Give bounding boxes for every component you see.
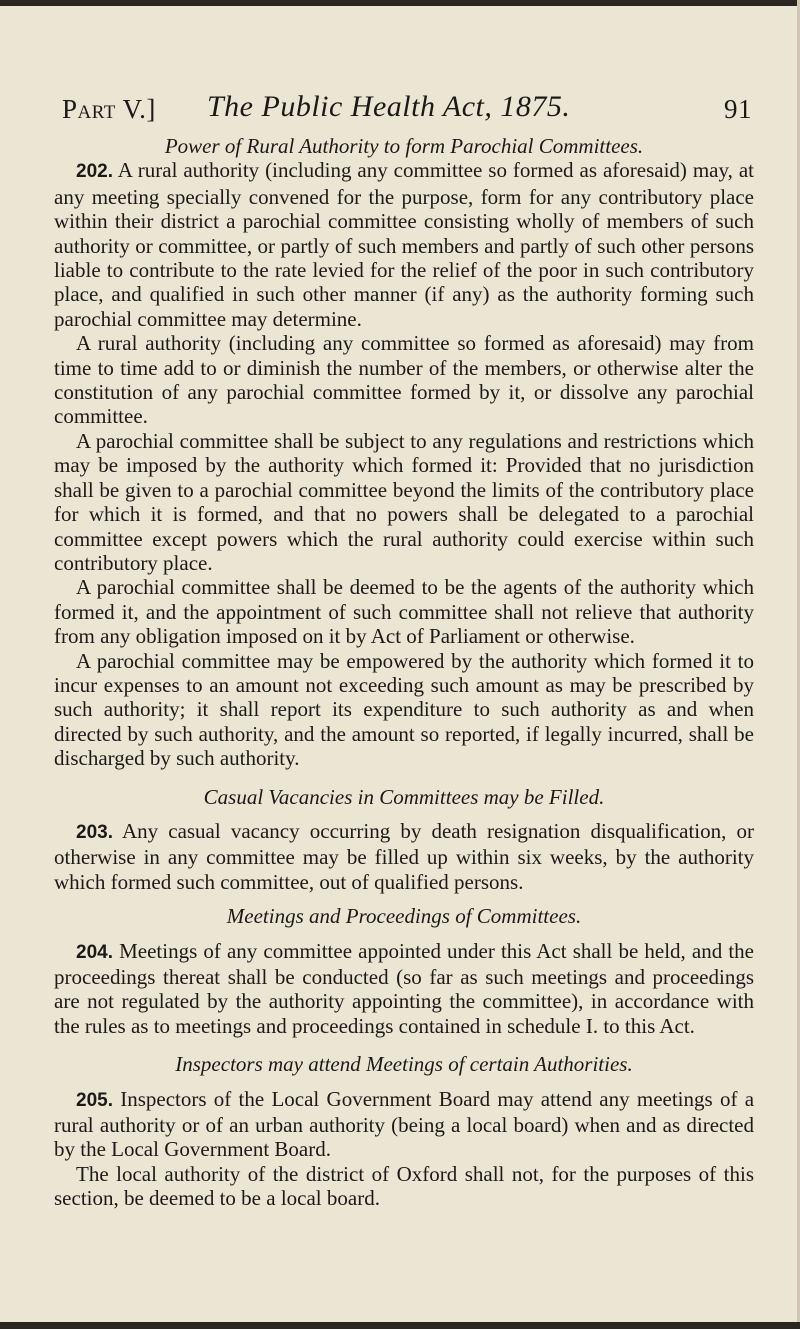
section-paragraph: A parochial committee shall be subject to any regulations and restrictions which may be imposed by the authority which formed it: Provided that no jurisdiction shall be given to a parochial committee beyond the limits of the contributory place for which it is formed, and that no powers shall be delegated to a parochial committee except powers which the rural authority could exercise within such contributory place.	[54, 428, 754, 575]
section-paragraph: A rural authority (including any committee so formed as aforesaid) may from time to time add to or diminish the number of the members, or otherwise alter the constitution of any parochial committee formed by it, or dissolve any parochial committee.	[54, 331, 754, 429]
page-number: 91	[724, 94, 752, 124]
running-head	[62, 88, 752, 128]
section-heading: Meetings and Proceedings of Committees.	[226, 904, 582, 929]
section-number: 203.	[76, 821, 113, 843]
running-title: The Public Health Act, 1875.	[207, 90, 571, 123]
section-number: 204.	[76, 941, 113, 963]
scan-bottom-edge	[0, 1322, 800, 1329]
section-paragraph: 202. A rural authority (including any committee so formed as aforesaid) may, at any meeting specially convened for the purpose, form for any contributory place within their district a parochial committee consisting wholly of members of such authority or committee, or partly of such members and partly of such other persons liable to contribute to the rate levied for the relief of the poor in such contributory place, and qualified in such other manner (if any) as the authority forming such parochial committee may determine.	[54, 158, 755, 331]
part-label: Part V.]	[62, 94, 156, 124]
section-paragraph: The local authority of the district of Oxford shall not, for the purposes of this section, be deemed to be a local board.	[54, 1161, 754, 1211]
section-paragraph: A parochial committee may be empowered by the authority which formed it to incur expenses to an amount not exceeding such amount as may be prescribed by such authority; it shall report its expenditure to such authority as and when directed by such authority, and the amount so reported, if legally incurred, shall be discharged by such authority.	[54, 648, 754, 771]
section-heading: Power of Rural Authority to form Parochial Committees.	[164, 134, 644, 158]
section-number: 202.	[76, 161, 113, 183]
section-heading: Inspectors may attend Meetings of certain Authorities.	[175, 1052, 633, 1077]
body-text	[54, 134, 754, 1211]
scan-top-edge	[0, 0, 800, 6]
section-number: 205.	[76, 1089, 113, 1111]
section-heading: Casual Vacancies in Committees may be Filled.	[203, 784, 605, 809]
section-paragraph: 203. Any casual vacancy occurring by death resignation disqualification, or otherwise in any committee may be filled up within six weeks, by the authority which formed such committee, out of qualified persons.	[54, 818, 754, 894]
section-paragraph: 204. Meetings of any committee appointed under this Act shall be held, and the proceedings thereat shall be conducted (so far as such meetings and proceedings are not regulated by the authority appointing the committee), in accordance with the rules as to meetings and proceedings contained in schedule I. to this Act.	[54, 938, 754, 1038]
section-paragraph: A parochial committee shall be deemed to be the agents of the authority which formed it, and the appointment of such committee shall not relieve that authority from any obligation imposed on it by Act of Parliament or otherwise.	[54, 575, 754, 649]
section-paragraph: 205. Inspectors of the Local Government Board may attend any meetings of a rural authority or of an urban authority (being a local board) when and as directed by the Local Government Board.	[54, 1086, 755, 1162]
